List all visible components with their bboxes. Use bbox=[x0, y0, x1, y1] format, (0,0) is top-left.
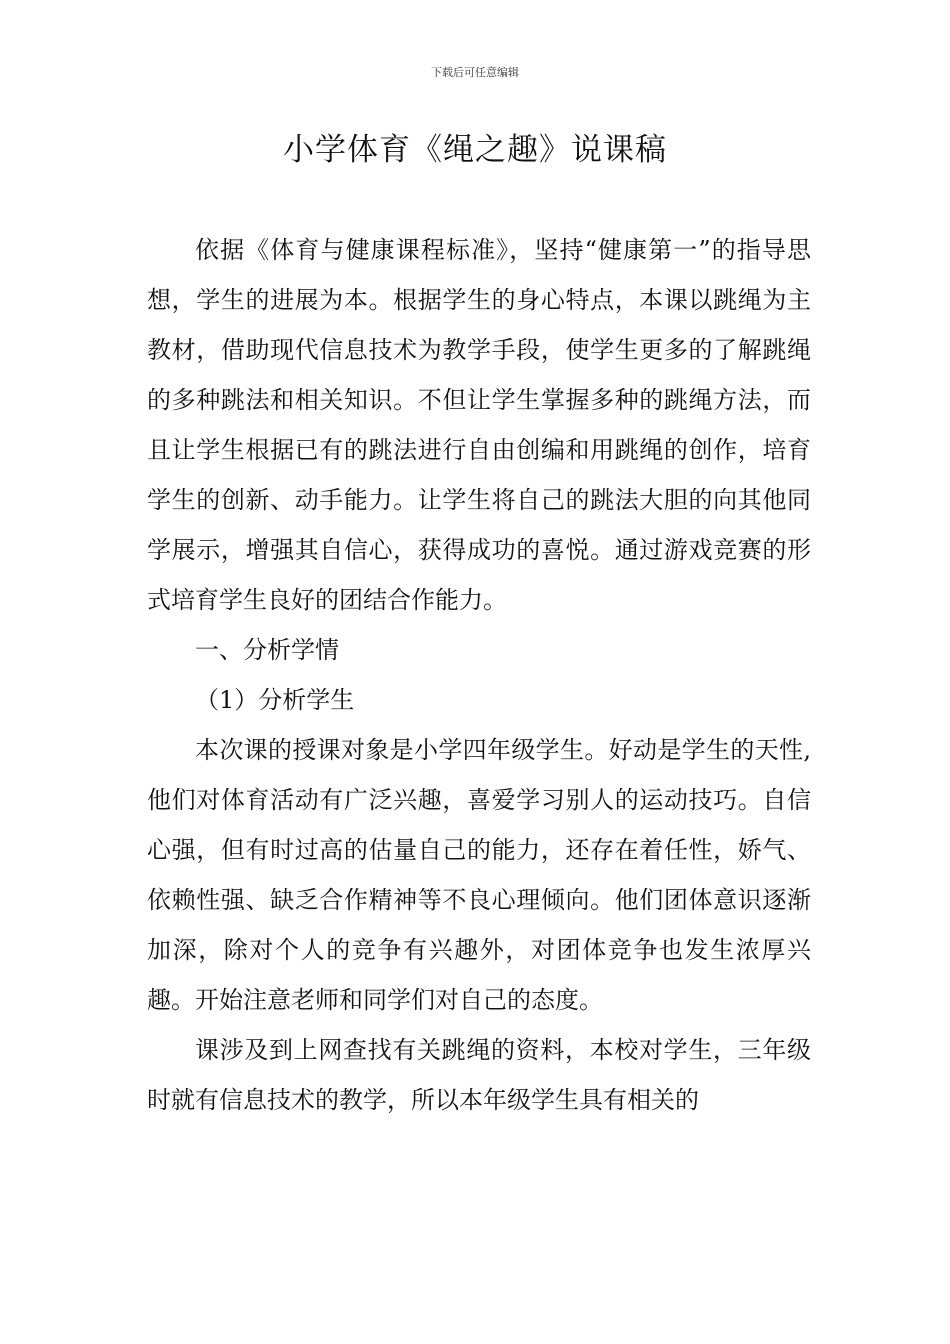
intro-paragraph: 依据《体育与健康课程标准》，坚持“健康第一”的指导思想，学生的进展为本。根据学生的身心特点，本课以跳绳为主教材，借助现代信息技术为教学手段，使学生更多的了解跳绳的多种跳法和相关知识。不但让学生掌握多种的跳绳方法，而且让学生根据已有的跳法进行自由创编和用跳绳的创作，培育学生的创新、动手能力。让学生将自己的跳法大胆的向其他同学展示，增强其自信心，获得成功的喜悦。通过游戏竞赛的形式培育学生良好的团结合作能力。 bbox=[147, 236, 811, 614]
subsection-heading-students: （1）分析学生 bbox=[195, 686, 355, 714]
students-paragraph: 本次课的授课对象是小学四年级学生。好动是学生的天性,他们对体育活动有广泛兴趣，喜爱学习别人的运动技巧。自信心强，但有时过高的估量自己的能力，还存在着任性，娇气、依赖性强、缺乏合作精神等不良心理倾向。他们团体意识逐渐加深，除对个人的竞争有兴趣外，对团体竞争也发生浓厚兴趣。开始注意老师和同学们对自己的态度。 bbox=[147, 736, 811, 1014]
document-body bbox=[147, 225, 811, 1125]
it-background-paragraph: 课涉及到上网查找有关跳绳的资料，本校对学生，三年级时就有信息技术的教学，所以本年级学生具有相关的 bbox=[147, 1036, 811, 1114]
document-title: 小学体育《绳之趣》说课稿 bbox=[283, 132, 667, 168]
section-heading-analysis: 一、分析学情 bbox=[195, 636, 339, 664]
header-note: 下载后可任意编辑 bbox=[431, 66, 519, 79]
